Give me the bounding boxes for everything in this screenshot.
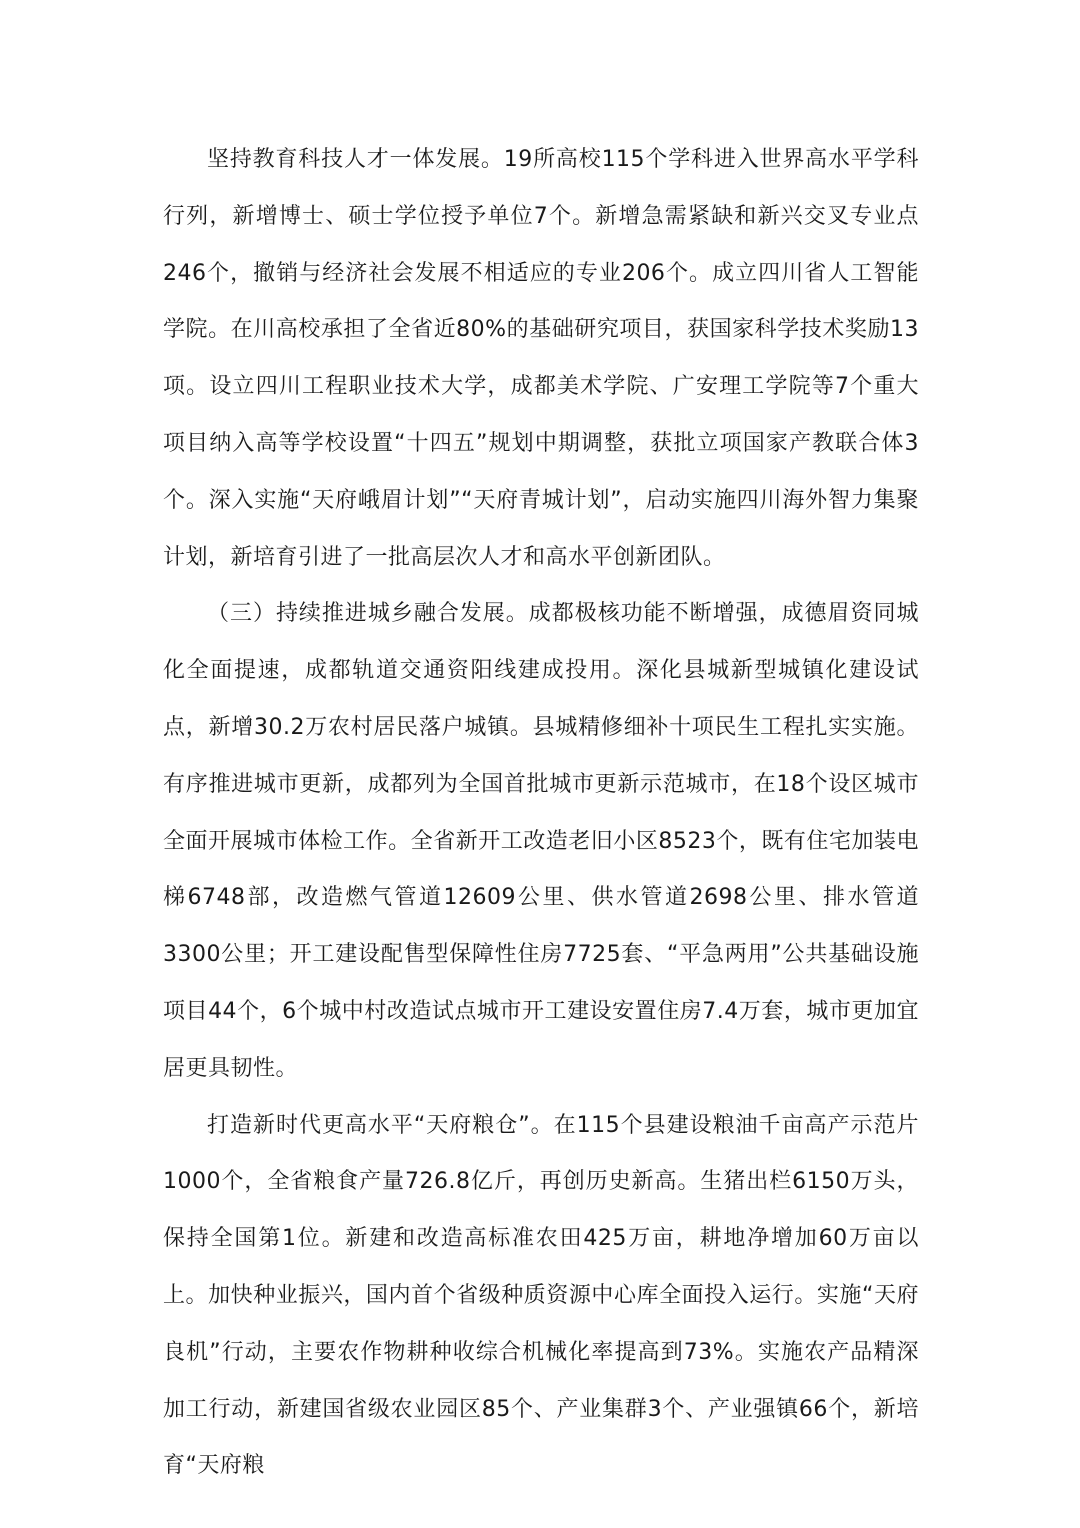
paragraph-education-talent: 坚持教育科技人才一体发展。19所高校115个学科进入世界高水平学科行列，新增博士、硕士学位授予单位7个。新增急需紧缺和新兴交叉专业点246个，撤销与经济社会发展不相适应的专业206个。成立四川省人工智能学院。在川高校承担了全省近80%的基础研究项目，获国家科学技术奖励13项。设立四川工程职业技术大学，成都美术学院、广安理工学院等7个重大项目纳入高等学校设置“十四五”规划中期调整，获批立项国家产教联合体3个。深入实施“天府峨眉计划”“天府青城计划”，启动实施四川海外智力集聚计划，新培育引进了一批高层次人才和高水平创新团队。 <box>163 147 919 570</box>
document-body <box>163 132 919 1495</box>
paragraph-tianfu-granary: 打造新时代更高水平“天府粮仓”。在115个县建设粮油千亩高产示范片1000个，全省粮食产量726.8亿斤，再创历史新高。生猪出栏6150万头，保持全国第1位。新建和改造高标准农田425万亩，耕地净增加60万亩以上。加快种业振兴，国内首个省级种质资源中心库全面投入运行。实施“天府良机”行动，主要农作物耕种收综合机械化率提高到73%。实施农产品精深加工行动，新建国省级农业园区85个、产业集群3个、产业强镇66个，新培育“天府粮 <box>163 1112 919 1479</box>
paragraph-urban-rural-integration: （三）持续推进城乡融合发展。成都极核功能不断增强，成德眉资同城化全面提速，成都轨道交通资阳线建成投用。深化县城新型城镇化建设试点，新增30.2万农村居民落户城镇。县城精修细补十项民生工程扎实实施。有序推进城市更新，成都列为全国首批城市更新示范城市，在18个设区城市全面开展城市体检工作。全省新开工改造老旧小区8523个，既有住宅加装电梯6748部，改造燃气管道12609公里、供水管道2698公里、排水管道3300公里；开工建设配售型保障性住房7725套、“平急两用”公共基础设施项目44个，6个城中村改造试点城市开工建设安置住房7.4万套，城市更加宜居更具韧性。 <box>163 601 919 1081</box>
